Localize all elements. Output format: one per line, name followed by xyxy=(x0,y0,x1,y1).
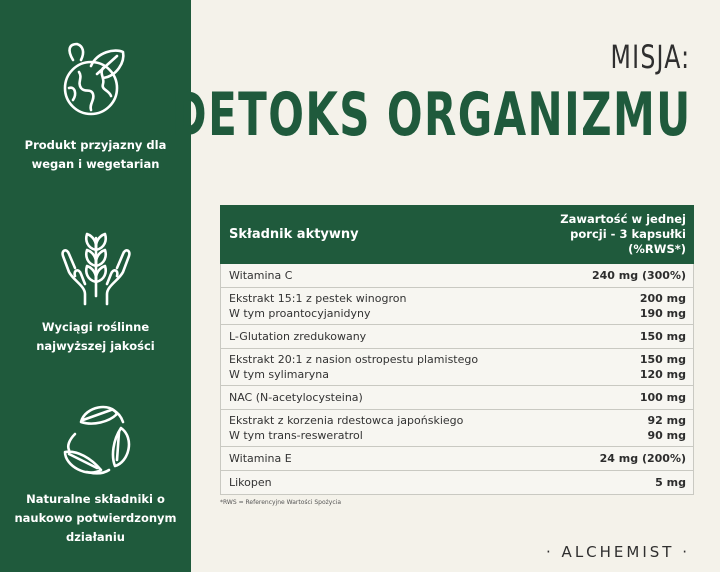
ingredient-value: 5 mg xyxy=(655,476,686,489)
ingredient-name: Ekstrakt z korzenia rdestowca japońskiego xyxy=(229,414,464,427)
ingredient-subname: W tym proantocyjanidyny xyxy=(229,307,371,320)
ingredient-name: Witamina C xyxy=(229,269,293,282)
ingredient-name: NAC (N-acetylocysteina) xyxy=(229,391,363,404)
table-row xyxy=(220,447,694,471)
feature-text-line: Produkt przyjazny dla xyxy=(24,138,167,152)
recycle-leaves-icon xyxy=(51,392,141,482)
ingredient-subname: W tym sylimaryna xyxy=(229,368,329,381)
globe-leaf-icon xyxy=(51,38,141,128)
column-header-line: Zawartość w jednej xyxy=(560,212,686,226)
ingredient-value: 240 mg (300%) xyxy=(592,269,686,282)
ingredient-value: 24 mg (200%) xyxy=(599,452,686,465)
column-header-content xyxy=(560,212,686,257)
table-row xyxy=(220,325,694,349)
feature-plant-extracts xyxy=(0,220,191,356)
table-header xyxy=(220,205,694,264)
ingredient-subname: W tym trans-resweratrol xyxy=(229,429,363,442)
page-title: DETOKS ORGANIZMU xyxy=(172,80,692,150)
brand-logo: · ALCHEMIST · xyxy=(546,543,690,561)
table-row xyxy=(220,386,694,410)
feature-text-line: wegan i wegetarian xyxy=(31,157,160,171)
ingredient-value: 92 mg xyxy=(647,414,686,427)
ingredients-table xyxy=(220,205,694,495)
table-row xyxy=(220,264,694,288)
column-header-line: (%RWS*) xyxy=(628,242,686,256)
feature-text-line: Wyciągi roślinne xyxy=(41,320,150,334)
ingredient-name: L-Glutation zredukowany xyxy=(229,330,367,343)
feature-text-line: Naturalne składniki o xyxy=(26,492,165,506)
feature-text-line: najwyższej jakości xyxy=(36,339,155,353)
feature-vegan xyxy=(0,38,191,174)
ingredient-name: Witamina E xyxy=(229,452,292,465)
column-header-ingredient: Składnik aktywny xyxy=(229,227,359,242)
feature-text-line: naukowo potwierdzonym xyxy=(14,511,177,525)
mission-label: MISJA: xyxy=(610,38,690,76)
ingredient-subvalue: 120 mg xyxy=(639,368,686,381)
feature-text-line: działaniu xyxy=(66,530,125,544)
ingredient-subvalue: 190 mg xyxy=(639,307,686,320)
footnote: *RWS = Referencyjne Wartości Spożycia xyxy=(220,499,341,506)
table-row xyxy=(220,410,694,447)
ingredient-value: 150 mg xyxy=(639,330,686,343)
sidebar xyxy=(0,0,191,572)
hands-plant-icon xyxy=(51,220,141,310)
ingredient-value: 100 mg xyxy=(639,391,686,404)
ingredient-value: 200 mg xyxy=(639,292,686,305)
ingredient-name: Likopen xyxy=(229,476,272,489)
ingredient-name: Ekstrakt 15:1 z pestek winogron xyxy=(229,292,407,305)
ingredient-value: 150 mg xyxy=(639,353,686,366)
feature-natural-ingredients xyxy=(0,392,191,547)
table-row xyxy=(220,288,694,325)
column-header-line: porcji - 3 kapsułki xyxy=(570,227,686,241)
table-row xyxy=(220,471,694,495)
table-row xyxy=(220,349,694,386)
ingredient-name: Ekstrakt 20:1 z nasion ostropestu plamistego xyxy=(229,353,479,366)
ingredient-subvalue: 90 mg xyxy=(647,429,686,442)
